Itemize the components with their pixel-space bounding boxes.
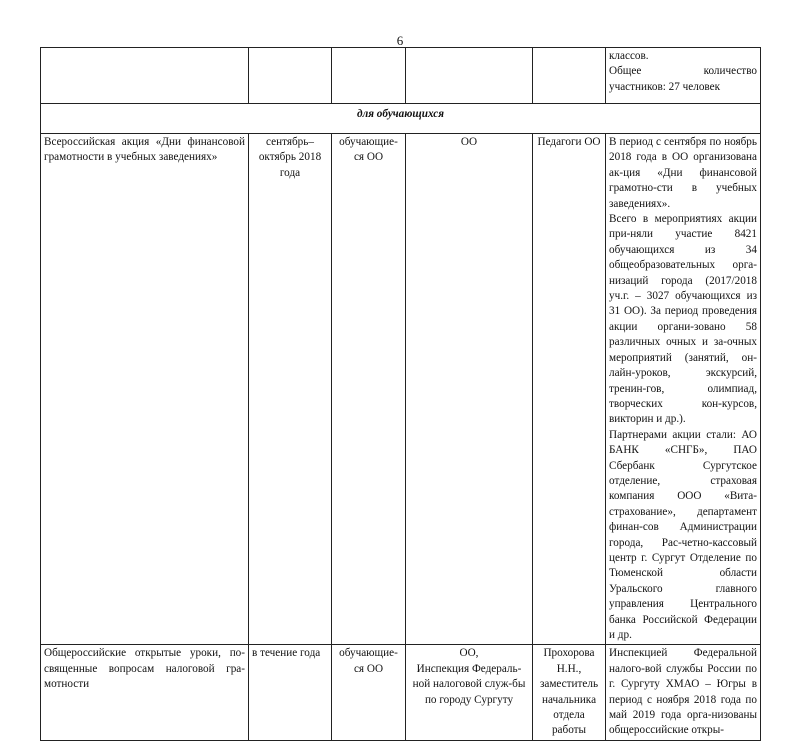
- cell-responsible: [533, 48, 606, 104]
- responsible-line: Н.Н.,: [556, 662, 582, 675]
- cell-organizers: [406, 645, 533, 740]
- cell-participants: обучающие-ся ОО: [332, 134, 406, 645]
- cell-responsible: [533, 645, 606, 740]
- result-text: Партнерами акции стали: АО БАНК «СНГБ», ПАО Сбербанк Сургутское отделение, страховая компания ООО «Вита-страхование», департамент финан-сов Администрации города, Рас-четно-кассовый центр г. Сургут Отделение по Тюменской области Уральского главного управления Центрального банка Российской Федерации и др.: [609, 428, 757, 641]
- table-row: [41, 48, 761, 104]
- cell-period: [249, 48, 332, 104]
- cell-period: в течение года: [249, 645, 332, 740]
- cell-result: [606, 48, 761, 104]
- cell-name: Общероссийские открытые уроки, по-священные вопросам налоговой гра-мотности: [41, 645, 249, 740]
- cell-period: сентябрь–октябрь 2018 года: [249, 134, 332, 645]
- table-row: [41, 645, 761, 740]
- section-title: для обучающихся: [41, 104, 761, 134]
- table-row: [41, 134, 761, 645]
- cell-participants: [332, 48, 406, 104]
- page-number: 6: [396, 33, 404, 48]
- responsible-line: отдела работы: [551, 709, 587, 737]
- responsible-line: начальника: [541, 693, 597, 706]
- result-text: классов.: [609, 50, 649, 62]
- events-table: [40, 47, 761, 741]
- organizer-line: ОО,: [459, 647, 479, 660]
- cell-organizers: ОО: [406, 134, 533, 645]
- cell-result: Инспекцией Федеральной налого-вой службы России по г. Сургуту ХМАО – Югры в период с ноября 2018 года по май 2019 года орга-низованы общероссийские откры-: [606, 645, 761, 740]
- responsible-line: Прохорова: [543, 647, 595, 660]
- cell-name: [41, 48, 249, 104]
- cell-name: Всероссийская акция «Дни финансовой грамотности в учебных заведениях»: [41, 134, 249, 645]
- organizer-line: Инспекция Федераль-ной налоговой служ-бы: [412, 662, 526, 691]
- cell-result: [606, 134, 761, 645]
- cell-organizers: [406, 48, 533, 104]
- organizer-line: по городу Сургуту: [424, 693, 514, 706]
- responsible-line: заместитель: [539, 678, 599, 691]
- cell-participants: обучающие-ся ОО: [332, 645, 406, 740]
- section-row: [41, 104, 761, 134]
- cell-responsible: Педагоги ОО: [533, 134, 606, 645]
- result-text: Общее количество участников: 27 человек: [609, 65, 757, 93]
- result-text: Всего в мероприятиях акции при-няли участие 8421 обучающихся из 34 общеобразовательных орга-низаций города (2017/2018 уч.г. – 3027 обучающихся из 31 ОО). За период проведения акции органи-зовано 58 различных очных и за-очных мероприятий (занятий, он-лайн-уроков, экскурсий, тренин-гов, олимпиад, творческих кон-курсов, викторин и др.).: [609, 213, 757, 426]
- result-text: В период с сентября по ноябрь 2018 года в ОО организована ак-ция «Дни финансовой грамотно-сти в учебных заведениях».: [609, 136, 757, 210]
